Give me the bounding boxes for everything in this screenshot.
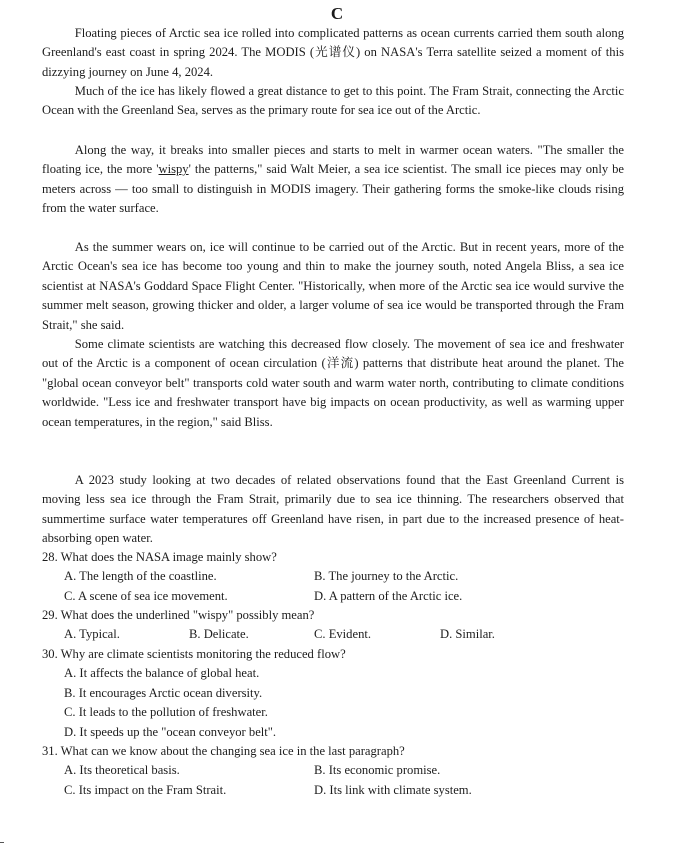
question-28-options-row-1	[42, 567, 632, 586]
scan-edge-mark	[0, 842, 4, 843]
question-30-option-d[interactable]: D. It speeds up the "ocean conveyor belt".	[64, 724, 277, 739]
passage-paragraph-6: A 2023 study looking at two decades of related observations found that the East Greenland Current is moving less sea ice through the Fram Strait, primarily due to sea ice thinning. The researchers observed that summertime surface water temperatures off Greenland have risen, in part due to the increased presence of heat-absorbing open water.	[42, 473, 624, 546]
passage-paragraph-5: Some climate scientists are watching this decreased flow closely. The movement of sea ice and freshwater out of the Arctic is a component of ocean circulation (洋流) patterns that distribute heat around the planet. The "global ocean conveyor belt" transports cold water south and warm water north, contributing to climate conditions worldwide. "Less ice and freshwater transport have big impacts on ocean productivity, as well as warming upper ocean temperatures, in the region," said Bliss.	[42, 337, 624, 429]
question-31	[42, 742, 632, 800]
question-29	[42, 606, 632, 645]
question-29-option-c[interactable]: C. Evident.	[314, 627, 372, 642]
question-28-option-d[interactable]: D. A pattern of the Arctic ice.	[314, 588, 463, 603]
section-label: C	[330, 4, 344, 23]
question-29-option-d[interactable]: D. Similar.	[440, 627, 495, 642]
question-29-option-a[interactable]: A. Typical.	[64, 627, 120, 642]
question-28-option-b[interactable]: B. The journey to the Arctic.	[314, 569, 459, 584]
question-29-stem: 29. What does the underlined "wispy" possibly mean?	[42, 608, 315, 622]
question-31-option-c[interactable]: C. Its impact on the Fram Strait.	[64, 782, 227, 797]
underlined-word-wispy: wispy	[158, 162, 189, 177]
question-28-option-a[interactable]: A. The length of the coastline.	[64, 569, 217, 584]
question-31-stem: 31. What can we know about the changing sea ice in the last paragraph?	[42, 744, 405, 758]
question-28-option-c[interactable]: C. A scene of sea ice movement.	[64, 588, 228, 603]
question-31-option-b[interactable]: B. Its economic promise.	[314, 763, 441, 778]
question-30-option-c[interactable]: C. It leads to the pollution of freshwater.	[64, 705, 268, 720]
question-30	[42, 645, 632, 742]
question-31-options-row-2	[42, 781, 632, 800]
question-29-option-b[interactable]: B. Delicate.	[189, 627, 249, 642]
question-31-options-row-1	[42, 761, 632, 780]
question-28-options-row-2	[42, 587, 632, 606]
passage-paragraph-1: Floating pieces of Arctic sea ice rolled into complicated patterns as ocean currents carried them south along Greenland's east coast in spring 2024. The MODIS (光谱仪) on NASA's Terra satellite seized a moment of this dizzying journey on June 4, 2024.	[42, 26, 624, 79]
question-29-options-row	[42, 625, 632, 644]
paragraph-3-text-after: ' the patterns," said Walt Meier, a sea ice scientist. The small ice pieces may only be meters across — too small to distinguish in MODIS imagery. Their gathering forms the smoke-like clouds rising from the water surface.	[42, 162, 625, 216]
question-30-option-a[interactable]: A. It affects the balance of global heat.	[64, 666, 260, 681]
question-30-option-b[interactable]: B. It encourages Arctic ocean diversity.	[64, 685, 263, 700]
passage-paragraph-3	[42, 141, 624, 219]
question-28	[42, 548, 632, 606]
question-28-stem: 28. What does the NASA image mainly show?	[42, 550, 277, 564]
paragraph-3-text-before: Along the way, it breaks into smaller pieces and starts to melt in warmer ocean waters. "The smaller the floating ice, the more '	[42, 143, 624, 177]
question-30-stem: 30. Why are climate scientists monitoring the reduced flow?	[42, 647, 346, 661]
question-31-option-d[interactable]: D. Its link with climate system.	[314, 782, 472, 797]
passage-paragraph-2: Much of the ice has likely flowed a great distance to get to this point. The Fram Strait, connecting the Arctic Ocean with the Greenland Sea, serves as the primary route for sea ice out of the Arctic.	[42, 84, 624, 118]
question-31-option-a[interactable]: A. Its theoretical basis.	[64, 763, 180, 778]
passage-paragraph-4: As the summer wears on, ice will continue to be carried out of the Arctic. But in recent years, more of the Arctic Ocean's sea ice has become too young and thin to make the journey south, noted Angela Bliss, a sea ice scientist at NASA's Goddard Space Flight Center. "Historically, when more of the Arctic sea ice would survive the summer melt season, growing thicker and older, a larger volume of sea ice would be transported through the Fram Strait," she said.	[42, 240, 624, 332]
